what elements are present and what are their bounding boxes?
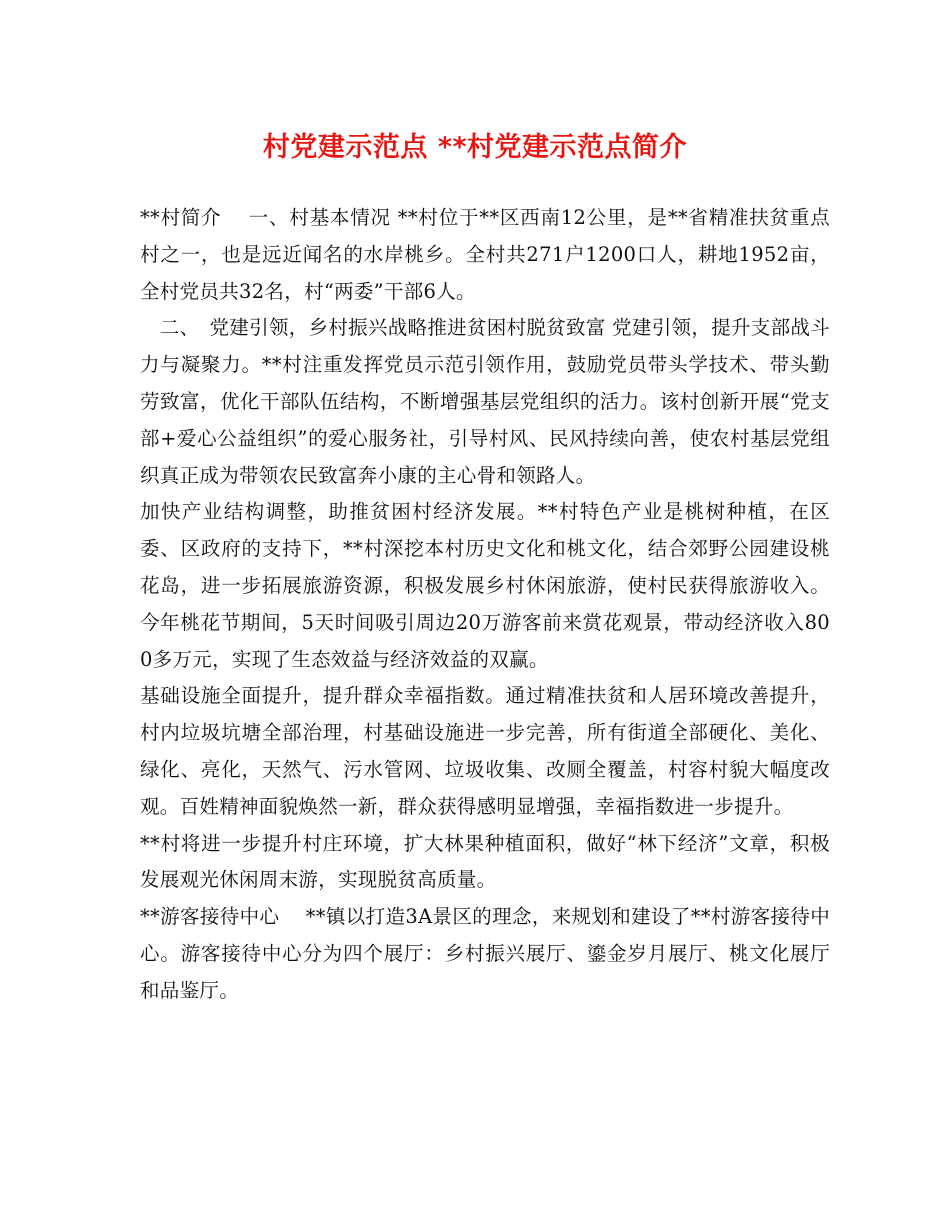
document-body bbox=[140, 200, 830, 1010]
paragraph-infrastructure: 基础设施全面提升，提升群众幸福指数。通过精准扶贫和人居环境改善提升，村内垃圾坑塘全部治理，村基础设施进一步完善，所有街道全部硬化、美化、绿化、亮化，天然气、污水管网、垃圾收集、改厕全覆盖，村容村貌大幅度改观。百姓精神面貌焕然一新，群众获得感明显增强，幸福指数进一步提升。 bbox=[140, 684, 830, 818]
paragraph-party-building: 二、 党建引领，乡村振兴战略推进贫困村脱贫致富 党建引领，提升支部战斗力与凝聚力。**村注重发挥党员示范引领作用，鼓励党员带头学技术、带头勤劳致富，优化干部队伍结构，不断增强基层党组织的活力。该村创新开展“党支部+爱心公益组织”的爱心服务社，引导村风、民风持续向善，使农村基层党组织真正成为带领农民致富奔小康的主心骨和领路人。 bbox=[140, 316, 830, 487]
document-title: 村党建示范点 **村党建示范点简介 bbox=[262, 132, 688, 163]
paragraph-industry: 加快产业结构调整，助推贫困村经济发展。**村特色产业是桃树种植，在区委、区政府的支持下，**村深挖本村历史文化和桃文化，结合郊野公园建设桃花岛，进一步拓展旅游资源，积极发展乡村休闲旅游，使村民获得旅游收入。今年桃花节期间，5天时间吸引周边20万游客前来赏花观景，带动经济收入800多万元，实现了生态效益与经济效益的双赢。 bbox=[140, 500, 830, 671]
paragraph-visitor-center: **游客接待中心 **镇以打造3A景区的理念，来规划和建设了**村游客接待中心。游客接待中心分为四个展厅：乡村振兴展厅、鎏金岁月展厅、桃文化展厅和品鉴厅。 bbox=[140, 905, 830, 1002]
paragraph-plan: **村将进一步提升村庄环境，扩大林果种植面积，做好“林下经济”文章，积极发展观光休闲周末游，实现脱贫高质量。 bbox=[140, 831, 830, 892]
paragraph-village-intro: **村简介 一、村基本情况 **村位于**区西南12公里，是**省精准扶贫重点村之一，也是远近闻名的水岸桃乡。全村共271户1200口人，耕地1952亩，全村党员共32名，村“两委”干部6人。 bbox=[140, 206, 830, 303]
